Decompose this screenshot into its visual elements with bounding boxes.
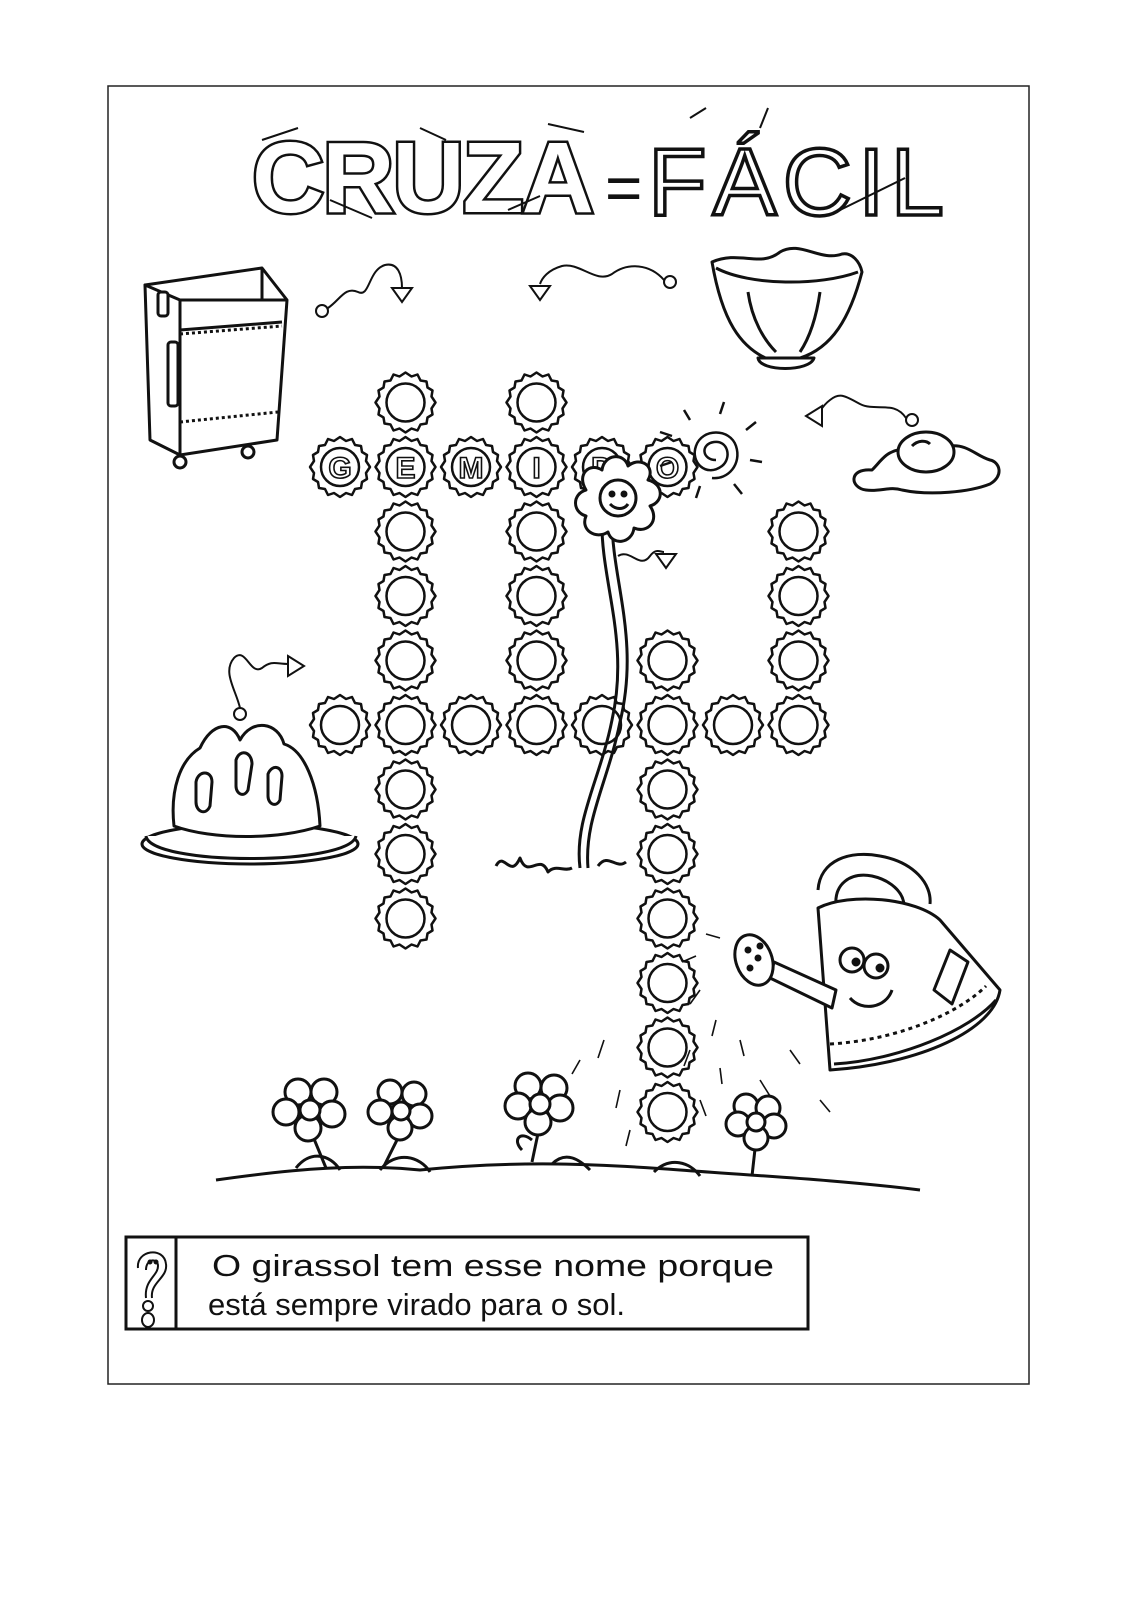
- arrow-icon: [316, 265, 412, 317]
- crossword-cell[interactable]: [703, 695, 763, 755]
- crossword-cell[interactable]: [638, 631, 698, 691]
- crossword-cell[interactable]: [507, 566, 567, 626]
- crossword-cell[interactable]: [376, 566, 436, 626]
- crossword-cell[interactable]: [769, 502, 829, 562]
- crossword-cell[interactable]: [376, 502, 436, 562]
- watering-can-icon: [728, 854, 1000, 1070]
- fact-line-2: está sempre virado para o sol.: [208, 1287, 625, 1322]
- crossword-cell[interactable]: [310, 437, 370, 497]
- arrow-icon: [229, 655, 304, 720]
- title-facil: FÁCIL: [648, 129, 951, 236]
- crossword-cell[interactable]: [769, 695, 829, 755]
- crossword-cell[interactable]: [507, 502, 567, 562]
- cell-letter: M: [458, 452, 484, 485]
- crossword-cell[interactable]: [769, 631, 829, 691]
- crossword-cell[interactable]: [638, 1082, 698, 1142]
- crossword-cell[interactable]: [376, 373, 436, 433]
- cell-letter: I: [532, 452, 541, 485]
- crossword-cell[interactable]: [441, 695, 501, 755]
- crossword-cell[interactable]: [310, 695, 370, 755]
- fried-egg-icon: [854, 432, 999, 493]
- page-title: [252, 108, 950, 236]
- arrow-icon: [806, 396, 918, 426]
- crossword-cell[interactable]: [638, 889, 698, 949]
- crossword-cell[interactable]: [376, 889, 436, 949]
- cell-letter: E: [395, 452, 416, 485]
- cell-letter: O: [655, 452, 680, 485]
- crossword-cell[interactable]: [507, 373, 567, 433]
- fact-box: [126, 1237, 808, 1329]
- arrow-icon: [618, 551, 676, 568]
- crossword-cell[interactable]: [376, 437, 436, 497]
- fact-line-1: O girassol tem esse nome porque: [212, 1248, 774, 1283]
- flowers-icon: [216, 1073, 920, 1190]
- arrow-icon: [530, 266, 676, 300]
- crossword-cell[interactable]: [507, 695, 567, 755]
- crossword-cell[interactable]: [376, 695, 436, 755]
- crossword-cell[interactable]: [638, 953, 698, 1013]
- crossword-cell[interactable]: [638, 760, 698, 820]
- crossword-cell[interactable]: [769, 566, 829, 626]
- refrigerator-icon: [145, 268, 287, 468]
- cell-letter: G: [328, 452, 352, 485]
- crossword-cell[interactable]: [638, 1018, 698, 1078]
- crossword-cell[interactable]: [376, 760, 436, 820]
- title-separator: =: [605, 152, 643, 224]
- crossword-cell[interactable]: [638, 824, 698, 884]
- crossword-cell[interactable]: [441, 437, 501, 497]
- crossword-grid: [310, 373, 829, 1143]
- crossword-cell[interactable]: [638, 695, 698, 755]
- crossword-cell[interactable]: [376, 631, 436, 691]
- crossword-cell[interactable]: [507, 437, 567, 497]
- crossword-cell[interactable]: [507, 631, 567, 691]
- bowl-icon: [712, 248, 862, 368]
- title-cruza: CRUZA: [252, 122, 592, 234]
- crossword-cell[interactable]: [376, 824, 436, 884]
